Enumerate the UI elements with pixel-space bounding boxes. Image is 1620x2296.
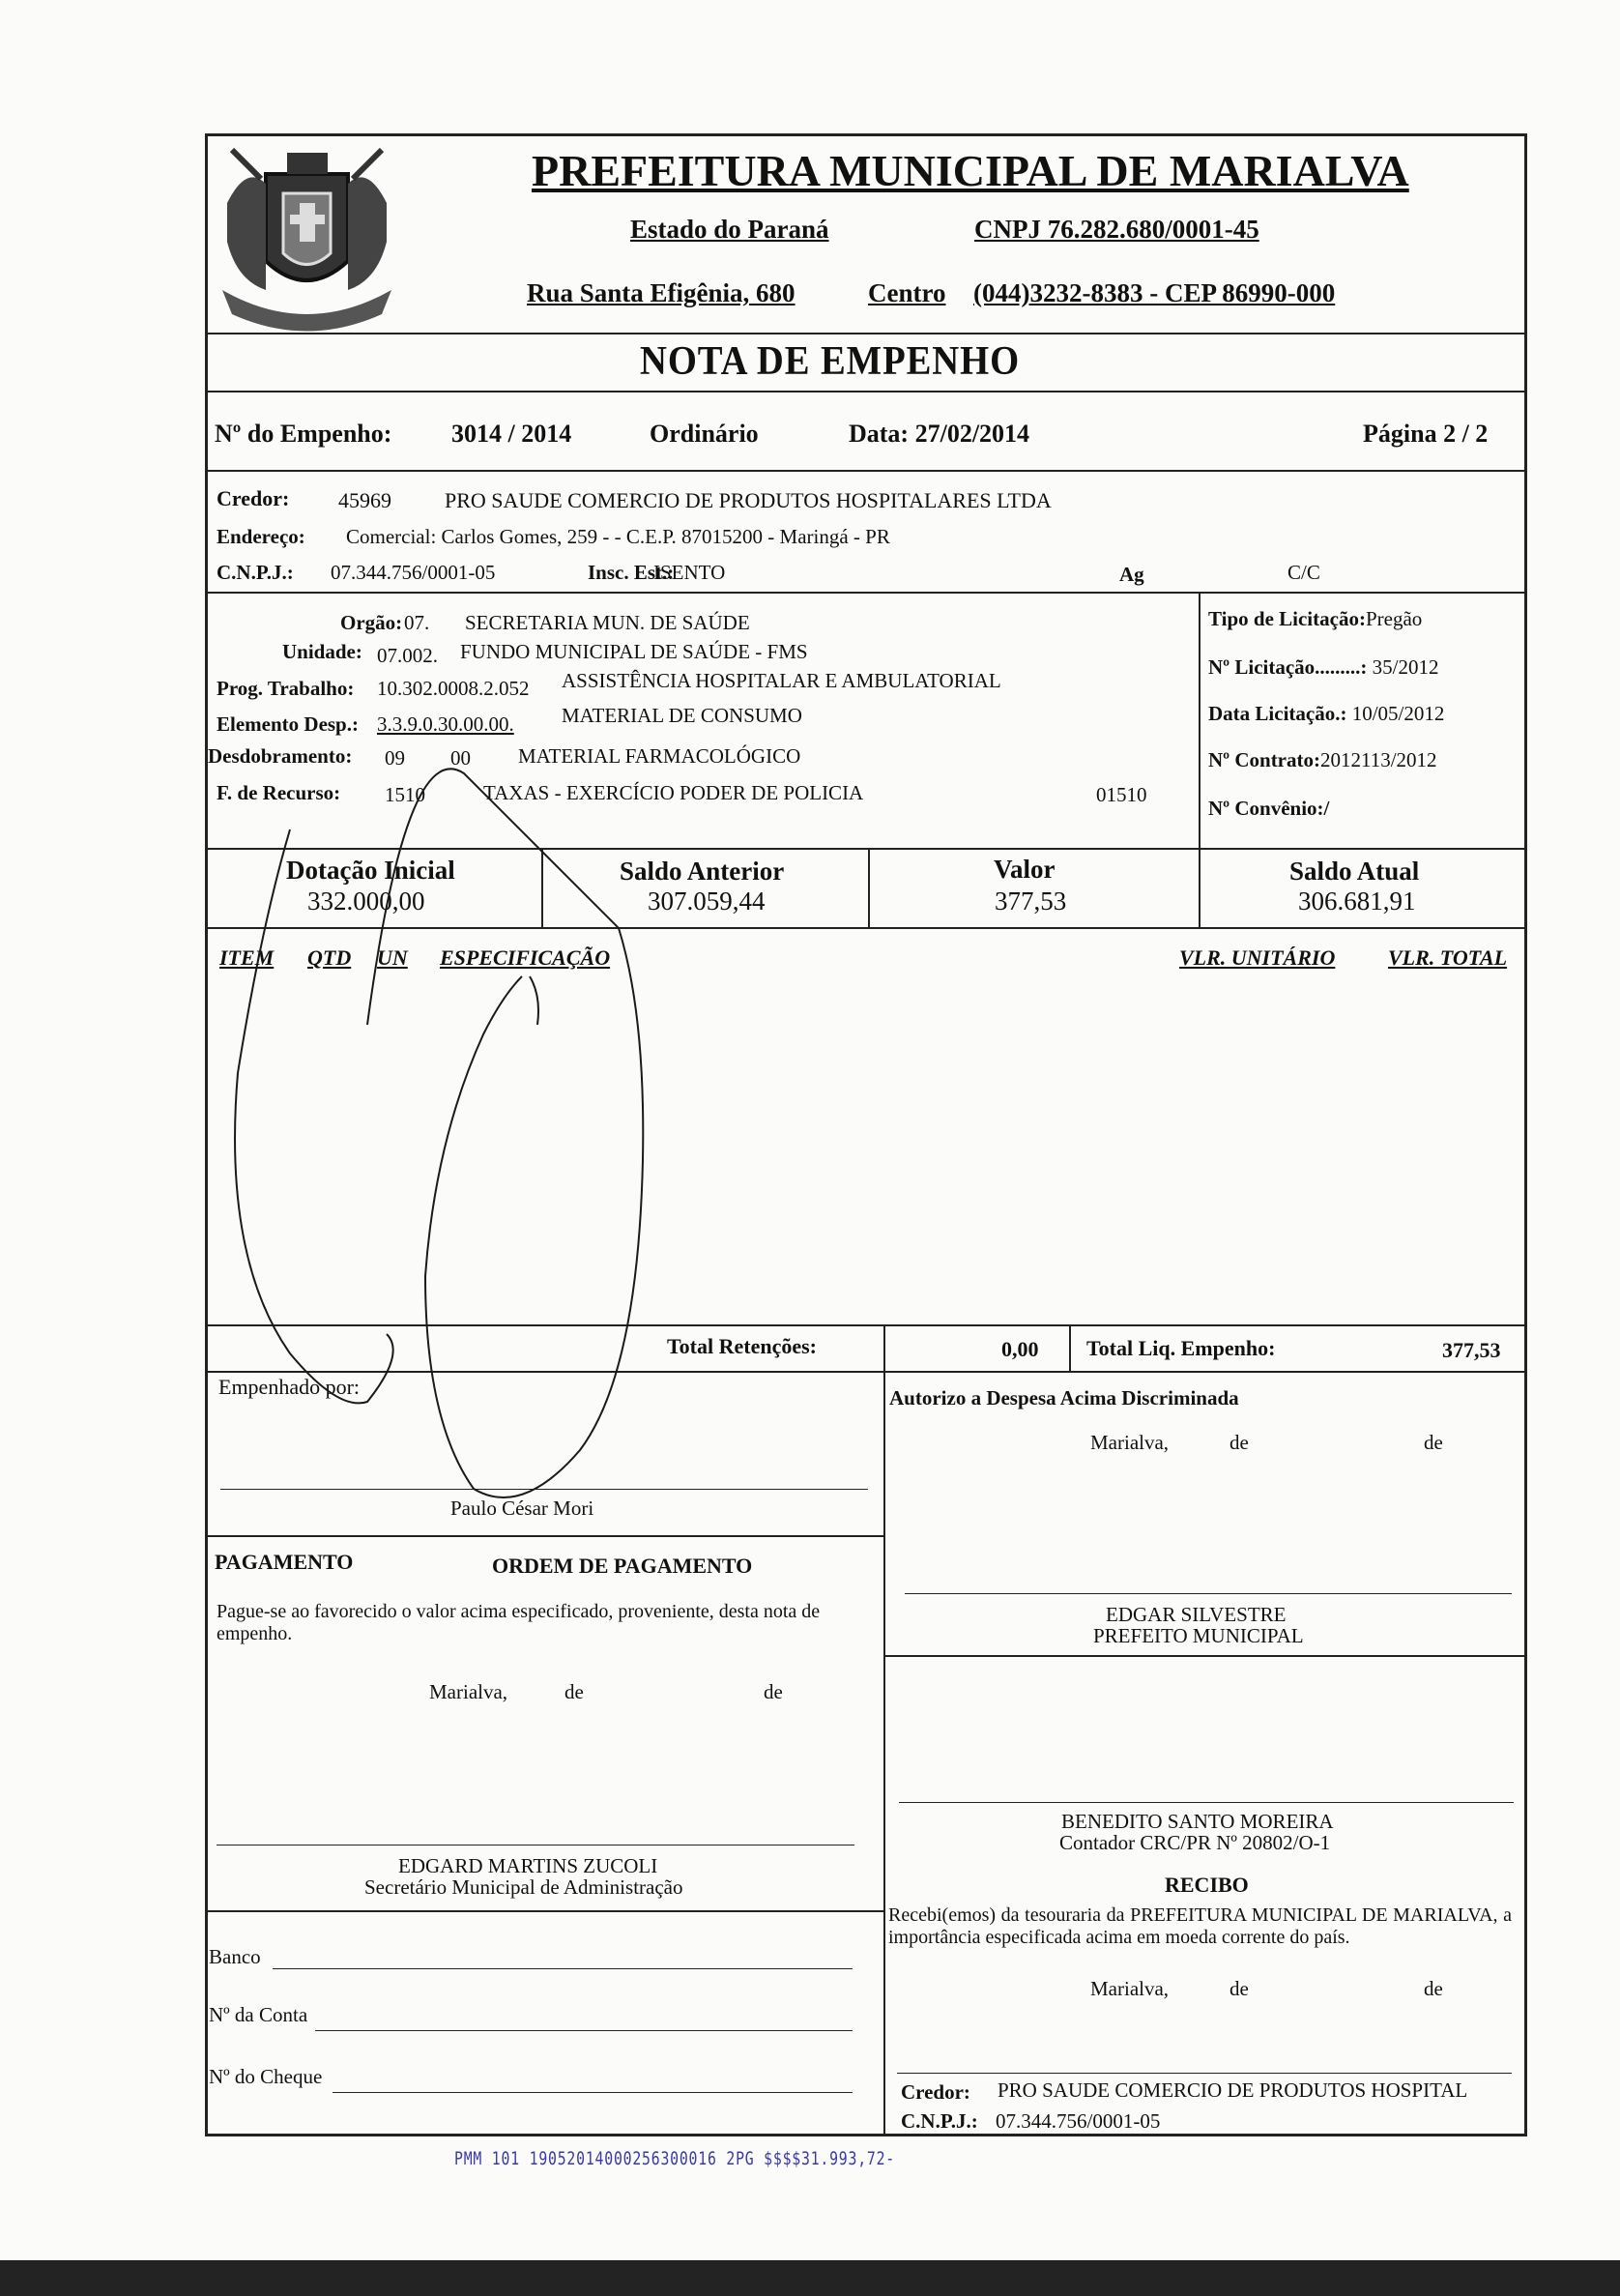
total-liquido-value: 377,53 (1442, 1338, 1501, 1362)
recibo-de-2: de (1424, 1977, 1443, 2000)
conta-line (315, 2030, 853, 2031)
empenhado-por-name: Paulo César Mori (450, 1497, 594, 1520)
recurso-name: TAXAS - EXERCÍCIO PODER DE POLICIA (483, 781, 864, 804)
divider (205, 333, 1527, 334)
divider (205, 1371, 1527, 1373)
divider (883, 1371, 885, 2136)
recurso-label: F. de Recurso: (217, 781, 341, 804)
divider (205, 592, 1527, 594)
credor-label: Credor: (217, 486, 290, 510)
autorizo-text: Autorizo a Despesa Acima Discriminada (889, 1386, 1239, 1410)
elemento-code: 3.3.9.0.30.00.00. (377, 712, 514, 736)
cheque-label: Nº do Cheque (209, 2065, 323, 2088)
cnpj-label: C.N.P.J.: (217, 561, 294, 584)
retencoes-value: 0,00 (1001, 1337, 1039, 1361)
numero-convenio: Nº Convênio:/ (1208, 797, 1330, 820)
divider (1199, 848, 1201, 927)
insc-value: ISENTO (653, 561, 726, 584)
recibo-credor-name: PRO SAUDE COMERCIO DE PRODUTOS HOSPITAL (998, 2078, 1468, 2102)
secretario-name: EDGARD MARTINS ZUCOLI (398, 1854, 658, 1877)
saldo-atual-value: 306.681,91 (1298, 886, 1416, 915)
unidade-name: FUNDO MUNICIPAL DE SAÚDE - FMS (460, 640, 808, 663)
agency-label: Ag (1119, 563, 1144, 586)
signature-line (899, 1802, 1514, 1803)
un-column-header: UN (377, 945, 408, 970)
secretario-title: Secretário Municipal de Administração (364, 1875, 683, 1899)
data-licitacao: Data Licitação.: 10/05/2012 (1208, 702, 1445, 725)
divider (1069, 1324, 1071, 1371)
desdobramento-code: 09 (385, 746, 405, 770)
prog-name: ASSISTÊNCIA HOSPITALAR E AMBULATORIAL (562, 669, 1001, 692)
tipo-licitacao: Tipo de Licitação:Pregão (1208, 607, 1423, 630)
pagamento-city: Marialva, (429, 1680, 508, 1703)
empenho-date: Data: 27/02/2014 (849, 420, 1030, 448)
unidade-label: Unidade: (282, 640, 362, 663)
elemento-name: MATERIAL DE CONSUMO (562, 704, 802, 727)
saldo-atual-label: Saldo Atual (1289, 857, 1420, 886)
divider (1199, 592, 1201, 848)
dotacao-value: 332.000,00 (307, 886, 425, 915)
total-liquido-label: Total Liq. Empenho: (1086, 1336, 1276, 1360)
recurso-code2: 01510 (1096, 783, 1147, 806)
authentication-stamp: PMM 101 19052014000256300016 2PG $$$$31.993,72- (454, 2148, 896, 2169)
empenhado-por-label: Empenhado por: (218, 1375, 361, 1399)
desdobramento-label: Desdobramento: (208, 744, 353, 768)
divider (205, 1910, 883, 1912)
page-number: Página 2 / 2 (1363, 420, 1489, 448)
ordem-pagamento-title: ORDEM DE PAGAMENTO (492, 1554, 753, 1578)
doc-title: NOTA DE EMPENHO (640, 339, 1021, 384)
prefeito-name: EDGAR SILVESTRE (1106, 1603, 1287, 1626)
recibo-city: Marialva, (1090, 1977, 1170, 2000)
recurso-code: 1510 (385, 783, 425, 806)
numero-contrato: Nº Contrato:2012113/2012 (1208, 748, 1437, 771)
item-column-header: ITEM (219, 945, 275, 970)
signature-line (897, 2073, 1512, 2074)
recibo-credor-label: Credor: (901, 2080, 970, 2104)
banco-line (273, 1968, 853, 1969)
divider (868, 848, 870, 927)
divider (205, 848, 1527, 850)
orgao-name: SECRETARIA MUN. DE SAÚDE (465, 611, 750, 634)
insc-label: Insc. Est.: (588, 561, 675, 584)
autorizo-city: Marialva, (1090, 1431, 1170, 1454)
prefeitura-cnpj: CNPJ 76.282.680/0001-45 (974, 215, 1259, 244)
autorizo-de-1: de (1229, 1431, 1249, 1454)
endereco-label: Endereço: (217, 525, 305, 548)
autorizo-de-2: de (1424, 1431, 1443, 1454)
phone-cep: (044)3232-8383 - CEP 86990-000 (973, 278, 1336, 307)
empenho-type: Ordinário (650, 420, 759, 448)
banco-label: Banco (209, 1945, 261, 1968)
divider (205, 1324, 1527, 1326)
qtd-column-header: QTD (307, 945, 352, 970)
conta-label: Nº da Conta (209, 2003, 308, 2026)
recibo-de-1: de (1229, 1977, 1249, 2000)
account-label: C/C (1287, 561, 1320, 584)
credor-cnpj: 07.344.756/0001-05 (331, 561, 496, 584)
retencoes-label: Total Retenções: (667, 1334, 817, 1358)
desdobramento-name: MATERIAL FARMACOLÓGICO (518, 744, 801, 768)
district: Centro (868, 278, 946, 307)
pagamento-title: PAGAMENTO (215, 1550, 354, 1574)
vlr-unitario-column-header: VLR. UNITÁRIO (1179, 945, 1336, 970)
saldo-anterior-value: 307.059,44 (648, 886, 766, 915)
credor-name: PRO SAUDE COMERCIO DE PRODUTOS HOSPITALARES LTDA (445, 488, 1052, 512)
pagamento-de-2: de (764, 1680, 783, 1703)
divider (205, 391, 1527, 392)
empenho-number: 3014 / 2014 (451, 420, 572, 448)
divider (883, 1324, 885, 1371)
divider (205, 1535, 883, 1537)
saldo-anterior-label: Saldo Anterior (620, 857, 785, 886)
scan-border (0, 2260, 1620, 2296)
elemento-label: Elemento Desp.: (217, 712, 359, 736)
signature-line (905, 1593, 1512, 1594)
state-name: Estado do Paraná (630, 215, 829, 244)
prog-code: 10.302.0008.2.052 (377, 677, 530, 700)
endereco: Comercial: Carlos Gomes, 259 - - C.E.P. 87015200 - Maringá - PR (346, 525, 890, 548)
especificacao-column-header: ESPECIFICAÇÃO (440, 945, 611, 970)
vlr-total-column-header: VLR. TOTAL (1388, 945, 1508, 970)
orgao-code: 07. (404, 611, 430, 634)
recibo-cnpj-label: C.N.P.J.: (901, 2109, 978, 2133)
unidade-code: 07.002. (377, 644, 438, 667)
credor-code: 45969 (338, 488, 391, 512)
divider (205, 470, 1527, 472)
prog-label: Prog. Trabalho: (217, 677, 355, 700)
numero-licitacao: Nº Licitação.........: 35/2012 (1208, 655, 1439, 679)
signature-line (217, 1845, 854, 1846)
cheque-line (333, 2092, 853, 2093)
pagamento-text: Pague-se ao favorecido o valor acima especificado, proveniente, desta nota de empenho. (217, 1601, 821, 1644)
contador-title: Contador CRC/PR Nº 20802/O-1 (1059, 1831, 1331, 1854)
dotacao-label: Dotação Inicial (286, 856, 455, 885)
valor-value: 377,53 (995, 886, 1067, 915)
prefeito-title: PREFEITO MUNICIPAL (1093, 1624, 1304, 1647)
recibo-cnpj: 07.344.756/0001-05 (996, 2109, 1161, 2133)
valor-label: Valor (994, 855, 1056, 884)
orgao-label: Orgão: (340, 611, 403, 634)
divider (541, 848, 543, 927)
signature-line (220, 1489, 868, 1490)
pagamento-de-1: de (564, 1680, 584, 1703)
recibo-text: Recebi(emos) da tesouraria da PREFEITURA MUNICIPAL DE MARIALVA, a importância especificada acima em moeda corrente do país. (888, 1904, 1512, 1948)
contador-name: BENEDITO SANTO MOREIRA (1061, 1810, 1334, 1833)
prefeitura-title: PREFEITURA MUNICIPAL DE MARIALVA (532, 146, 1409, 195)
recibo-title: RECIBO (1165, 1873, 1249, 1897)
street-address: Rua Santa Efigênia, 680 (527, 278, 796, 307)
divider (205, 927, 1527, 929)
divider (883, 1655, 1527, 1657)
desdobramento-code2: 00 (450, 746, 471, 770)
empenho-number-label: Nº do Empenho: (215, 420, 392, 448)
